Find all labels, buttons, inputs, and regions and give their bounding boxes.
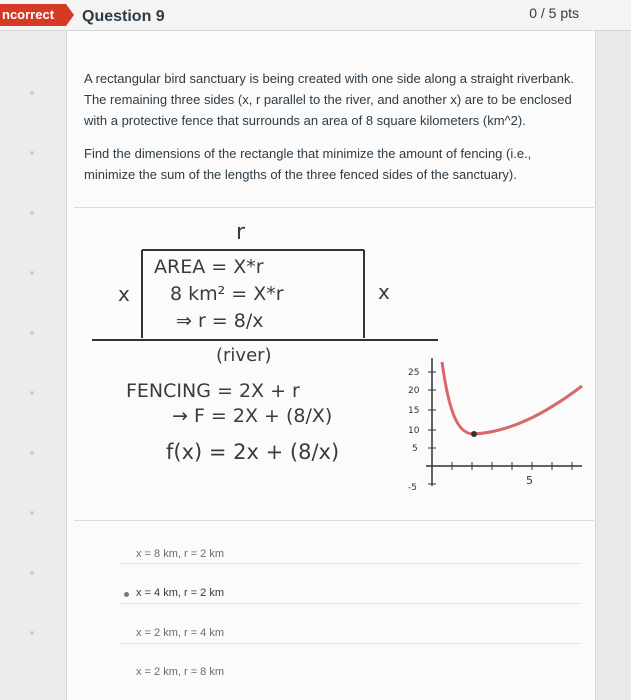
graph-tick-5: 5 [412, 444, 418, 454]
graph-tick-10: 10 [408, 426, 420, 436]
fencing-line-2: → F = 2X + (8/X) [172, 405, 333, 427]
graph-tick-20: 20 [408, 386, 420, 396]
sketch-left-label: x [118, 282, 130, 306]
graph-tick-25: 25 [408, 368, 420, 378]
fencing-graph [400, 350, 590, 500]
answer-divider [120, 603, 580, 604]
answer-option-4[interactable]: x = 2 km, r = 8 km [136, 666, 225, 678]
fencing-line-3: f(x) = 2x + (8/x) [166, 440, 340, 464]
question-paragraph-2: Find the dimensions of the rectangle that minimize the amount of fencing (i.e., minimize the sum of the lengths of the three fenced sides of the sanctuary). [84, 146, 532, 182]
graph-x-tick-5: 5 [526, 474, 533, 487]
answer-divider [120, 643, 580, 644]
area-line-3: ⇒ r = 8/x [176, 310, 264, 332]
question-paragraph-1: A rectangular bird sanctuary is being created with one side along a straight riverbank. The remaining three sides (x, r parallel to the river, and another x) are to be enclosed with a protective fence that surrounds an area of 8 square kilometers (km^2). [84, 71, 574, 128]
graph-minimum-point [471, 431, 477, 437]
answer-option-3[interactable]: x = 2 km, r = 4 km [136, 627, 225, 639]
river-label: (river) [216, 345, 272, 366]
graph-tick-15: 15 [408, 406, 420, 416]
sketch-right-label: x [378, 280, 390, 304]
area-line-1: AREA = X*r [154, 256, 264, 278]
points-score: 0 / 5 pts [529, 5, 579, 21]
answer-option-1[interactable]: x = 8 km, r = 2 km [136, 548, 225, 560]
question-title: Question 9 [82, 8, 165, 25]
answer-divider [120, 563, 580, 564]
divider [74, 520, 594, 521]
selected-answer-marker [124, 592, 129, 597]
fencing-line-1: FENCING = 2X + r [126, 380, 300, 402]
answer-option-2[interactable]: x = 4 km, r = 2 km [136, 587, 225, 599]
area-line-2: 8 km² = X*r [170, 283, 284, 305]
sketch-top-label: r [236, 220, 246, 245]
graph-tick-neg5: -5 [408, 483, 417, 493]
incorrect-flag: ncorrect [0, 4, 66, 26]
graph-curve [442, 362, 582, 434]
